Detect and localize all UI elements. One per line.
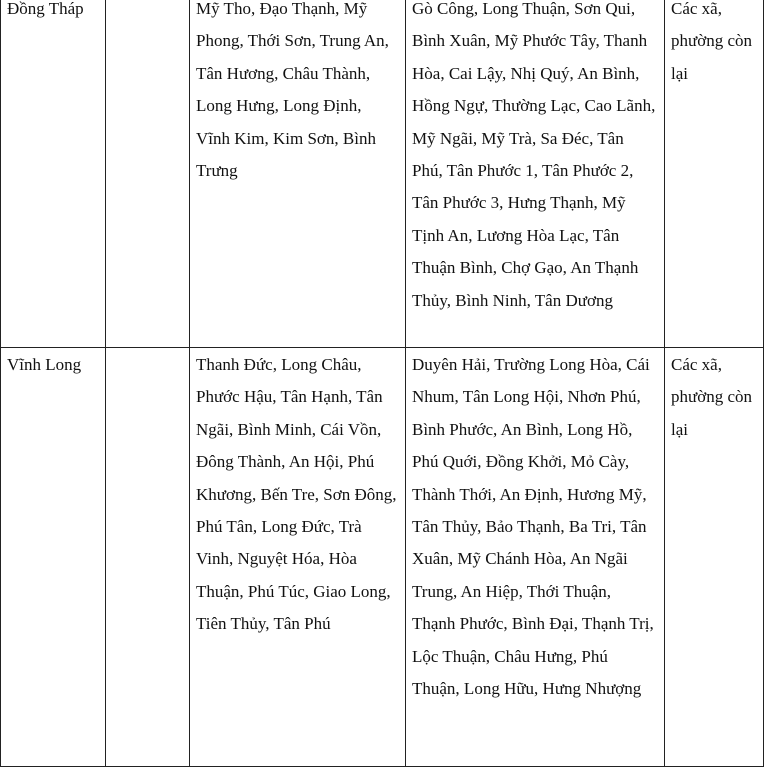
province-name: Đồng Tháp	[7, 0, 84, 18]
remaining-text: Các xã, phường còn lại	[671, 355, 752, 439]
ward-list-cell	[406, 348, 665, 767]
remaining-cell	[665, 0, 764, 348]
empty-cell	[106, 0, 190, 348]
table-row	[1, 348, 764, 767]
ward-list-cell	[190, 0, 406, 348]
remaining-cell	[665, 348, 764, 767]
table-row	[1, 0, 764, 348]
province-cell	[1, 0, 106, 348]
empty-cell	[106, 348, 190, 767]
remaining-text: Các xã, phường còn lại	[671, 0, 752, 83]
ward-list-text: Mỹ Tho, Đạo Thạnh, Mỹ Phong, Thới Sơn, Trung An, Tân Hương, Châu Thành, Long Hưng, Long Định, Vĩnh Kim, Kim Sơn, Bình Trưng	[196, 0, 389, 181]
ward-list-cell	[190, 348, 406, 767]
ward-list-text: Duyên Hải, Trường Long Hòa, Cái Nhum, Tân Long Hội, Nhơn Phú, Bình Phước, An Bình, Long Hồ, Phú Quới, Đồng Khởi, Mỏ Cày, Thành Thới, An Định, Hương Mỹ, Tân Thủy, Bảo Thạnh, Ba Tri, Tân Xuân, Mỹ Chánh Hòa, An Ngãi Trung, An Hiệp, Thới Thuận, Thạnh Phước, Bình Đại, Thạnh Trị, Lộc Thuận, Châu Hưng, Phú Thuận, Long Hữu, Hưng Nhượng	[412, 355, 654, 699]
ward-list-text: Thanh Đức, Long Châu, Phước Hậu, Tân Hạnh, Tân Ngãi, Bình Minh, Cái Vồn, Đông Thành, An Hội, Phú Khương, Bến Tre, Sơn Đông, Phú Tân, Long Đức, Trà Vinh, Nguyệt Hóa, Hòa Thuận, Phú Túc, Giao Long, Tiên Thủy, Tân Phú	[196, 355, 397, 634]
province-name: Vĩnh Long	[7, 355, 82, 374]
ward-list-cell	[406, 0, 665, 348]
province-cell	[1, 348, 106, 767]
ward-list-text: Gò Công, Long Thuận, Sơn Qui, Bình Xuân, Mỹ Phước Tây, Thanh Hòa, Cai Lậy, Nhị Quý, An Bình, Hồng Ngự, Thường Lạc, Cao Lãnh, Mỹ Ngãi, Mỹ Trà, Sa Đéc, Tân Phú, Tân Phước 1, Tân Phước 2, Tân Phước 3, Hưng Thạnh, Mỹ Tịnh An, Lương Hòa Lạc, Tân Thuận Bình, Chợ Gạo, An Thạnh Thủy, Bình Ninh, Tân Dương	[412, 0, 656, 310]
